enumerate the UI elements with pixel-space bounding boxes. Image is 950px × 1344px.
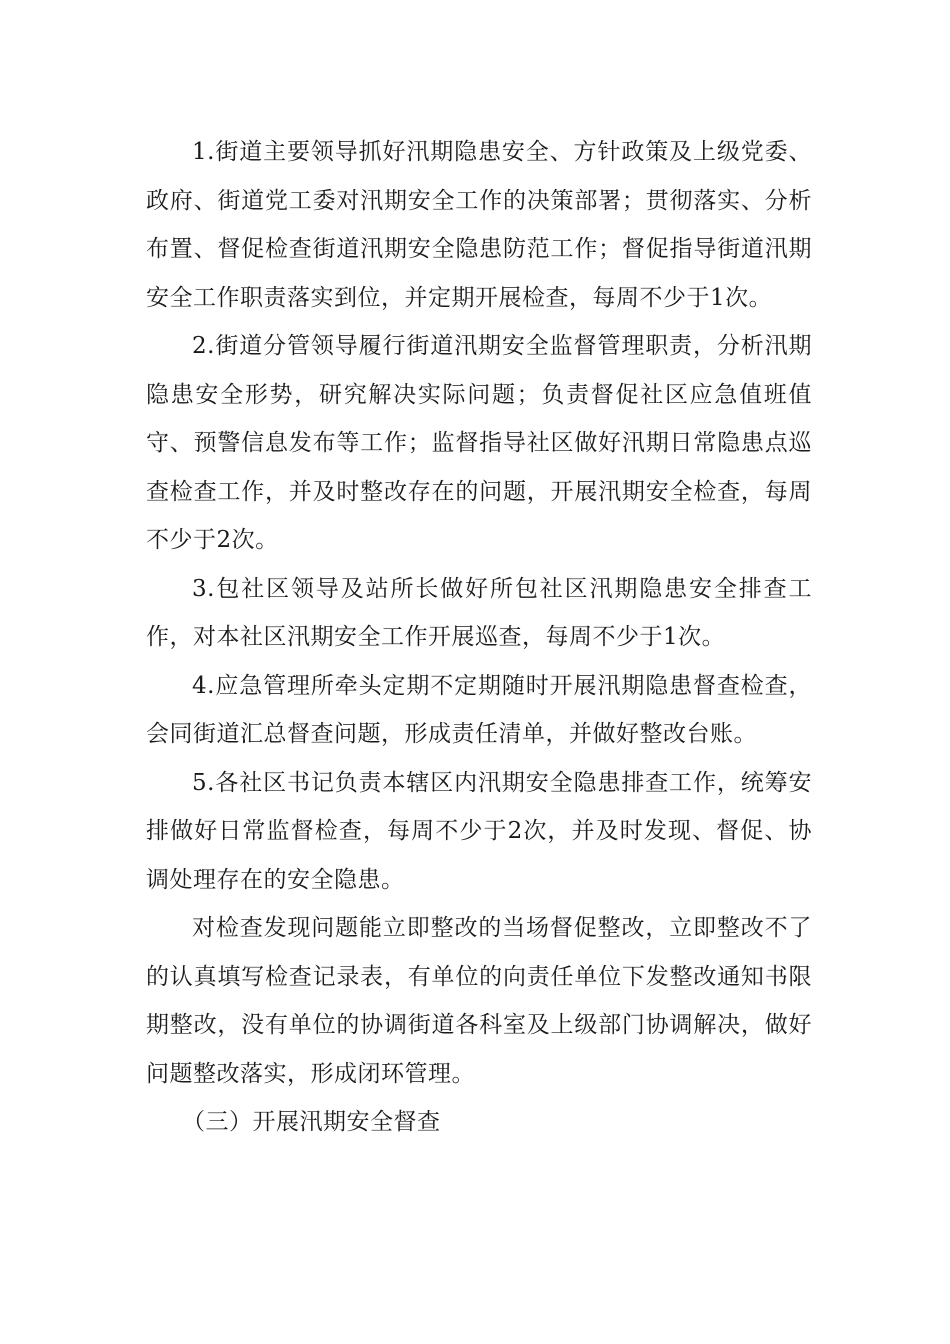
paragraph-4: 4.应急管理所牵头定期不定期随时开展汛期隐患督查检查，会同街道汇总督查问题，形成责任清单，并做好整改台账。 (146, 672, 812, 747)
paragraph-6: 对检查发现问题能立即整改的当场督促整改，立即整改不了的认真填写检查记录表，有单位的向责任单位下发整改通知书限期整改，没有单位的协调街道各科室及上级部门协调解决，做好问题整改落实，形成闭环管理。 (146, 915, 812, 1087)
document-body (146, 128, 812, 1147)
paragraph-2: 2.街道分管领导履行街道汛期安全监督管理职责，分析汛期隐患安全形势，研究解决实际问题；负责督促社区应急值班值守、预警信息发布等工作；监督指导社区做好汛期日常隐患点巡查检查工作，并及时整改存在的问题，开展汛期安全检查，每周不少于2次。 (146, 333, 812, 553)
paragraph-5: 5.各社区书记负责本辖区内汛期安全隐患排查工作，统筹安排做好日常监督检查，每周不少于2次，并及时发现、督促、协调处理存在的安全隐患。 (146, 769, 812, 893)
section-heading: （三）开展汛期安全督查 (182, 1109, 441, 1135)
paragraph-3: 3.包社区领导及站所长做好所包社区汛期隐患安全排查工作，对本社区汛期安全工作开展巡查，每周不少于1次。 (146, 575, 812, 650)
paragraph-1: 1.街道主要领导抓好汛期隐患安全、方针政策及上级党委、政府、街道党工委对汛期安全工作的决策部署；贯彻落实、分析布置、督促检查街道汛期安全隐患防范工作；督促指导街道汛期安全工作职责落实到位，并定期开展检查，每周不少于1次。 (146, 139, 812, 311)
